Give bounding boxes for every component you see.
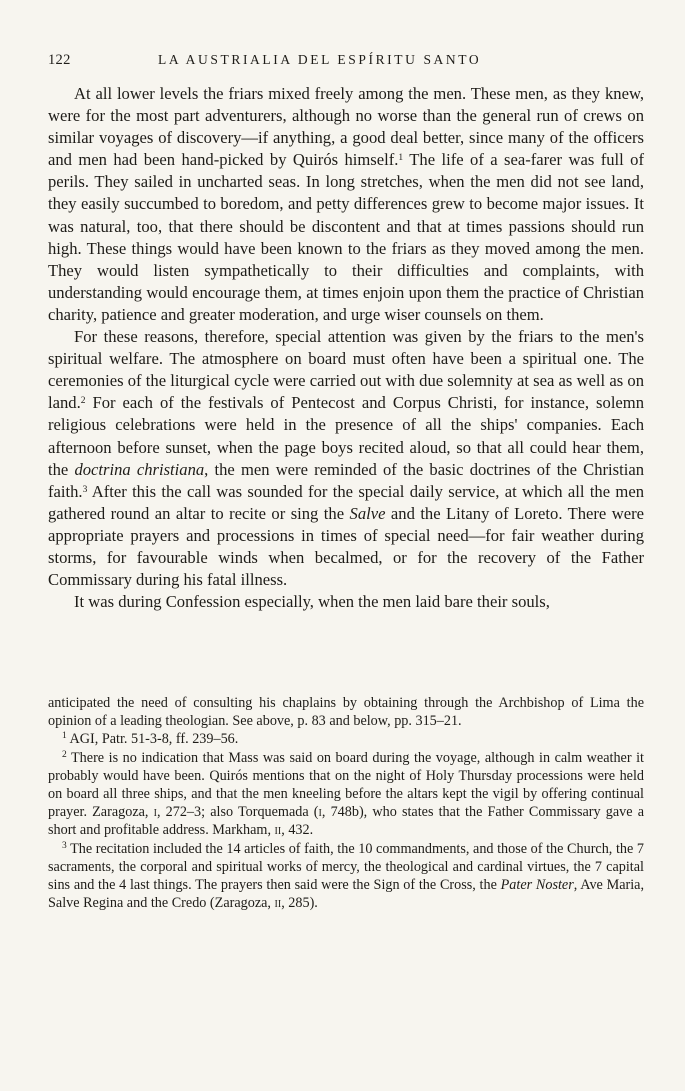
footnote-mark-3: 3 xyxy=(62,840,67,851)
doctrina-christiana-term: doctrina christiana xyxy=(74,459,205,479)
footnote-ref-1: 1 xyxy=(398,153,404,164)
running-title: LA AUSTRIALIA DEL ESPÍRITU SANTO xyxy=(158,52,482,67)
footnotes xyxy=(48,694,644,912)
salve-term: Salve xyxy=(349,503,386,523)
paragraph-2-text-c: , the men were reminded of the basic doctrines of the Christian faith. xyxy=(48,459,644,501)
footnote-2-text-b: , 272–3; also Torquemada ( xyxy=(156,804,319,821)
footnote-3-text-a: The recitation included the 14 articles of faith, the 10 commandments, and those of the Church, the 7 sacraments, the corporal and spiritual works of mercy, the theological and cardinal virtues, the 7 capital sins and the 4 last things. The prayers then said were the Sign of the Cross, the xyxy=(48,840,644,894)
volume-number: i xyxy=(318,804,322,821)
paragraph-2-text-b: For each of the festivals of Pentecost and Corpus Christi, for instance, solemn religious celebrations were held in the presence of all the ships' companies. Each afternoon before sunset, when the page boys recited aloud, so that all could hear them, the xyxy=(48,393,644,479)
paragraph-2-text-a: For these reasons, therefore, special attention was given by the friars to the men's spiritual welfare. The atmosphere on board must often have been a spiritual one. The ceremonies of the liturgical cycle were carried out with due solemnity at sea as well as on land. xyxy=(48,327,644,413)
pater-noster-term: Pater Noster xyxy=(500,877,574,894)
footnote-ref-3: 3 xyxy=(82,484,88,495)
paragraph-2 xyxy=(48,326,644,591)
paragraph-2-text-d: After this the call was sounded for the special daily service, at which all the men gathered round an altar to recite or sing the xyxy=(48,481,644,523)
footnote-1 xyxy=(48,730,644,748)
footnote-1-text: AGI, Patr. 51-3-8, ff. 239–56. xyxy=(66,731,239,748)
paragraph-1-text-a: At all lower levels the friars mixed freely among the men. These men, as they knew, were for the most part adventurers, although no worse than the general run of crews on similar voyages of discovery—if anything, a good deal better, since many of the officers and men had been hand-picked by Quirós himself. xyxy=(48,84,644,170)
paragraph-2-text-e: and the Litany of Loreto. There were appropriate prayers and processions in times of special need—for fair weather during storms, for favourable winds when becalmed, or for the recovery of the Father Commissary during his fatal illness. xyxy=(48,503,644,590)
footnote-3 xyxy=(48,840,644,913)
footnote-2-text-d: , 432. xyxy=(281,822,314,839)
volume-number: i xyxy=(153,804,157,821)
volume-number: ii xyxy=(274,822,282,839)
paragraph-3 xyxy=(48,591,644,613)
footnote-mark-2: 2 xyxy=(62,749,67,760)
footnote-2-text-c: , 748b), who states that the Father Commissary gave a short and profitable address. Markham, xyxy=(48,804,645,839)
paragraph-1 xyxy=(48,83,644,326)
footnote-continuation: anticipated the need of consulting his chaplains by obtaining through the Archbishop of Lima the opinion of a leading theologian. See above, p. 83 and below, pp. 315–21. xyxy=(48,695,644,730)
footnote-2-text-a: There is no indication that Mass was said on board during the voyage, although in calm weather it probably would have been. Quirós mentions that on the night of Holy Thursday processions were held on board all three ships, and that the men kneeling before the altars kept the vigil by offering continual prayer. Zaragoza, xyxy=(48,749,644,821)
footnote-ref-2: 2 xyxy=(80,396,86,407)
volume-number: ii xyxy=(274,895,282,912)
paragraph-3-text: It was during Confession especially, when the men laid bare their souls, xyxy=(74,592,550,612)
main-text xyxy=(48,83,644,613)
page-number: 122 xyxy=(48,52,71,68)
paragraph-1-text-b: The life of a sea-farer was full of perils. They sailed in uncharted seas. In long stretches, when the men did not see land, they easily succumbed to boredom, and petty differences grew to become major issues. It was natural, too, that there should be discontent and that at times passions should run high. These things would have been known to the friars as they moved among the men. They would listen sympathetically to their difficulties and complaints, with understanding would encourage them, at times enjoin upon them the practice of Christian charity, patience and greater moderation, and urge wiser counsels on them. xyxy=(48,150,644,324)
footnote-3-text-c: , 285). xyxy=(281,895,318,912)
footnote-2 xyxy=(48,749,644,840)
footnote-3-text-b: , Ave Maria, Salve Regina and the Credo (Zaragoza, xyxy=(48,877,645,912)
footnote-mark-1: 1 xyxy=(62,731,67,742)
